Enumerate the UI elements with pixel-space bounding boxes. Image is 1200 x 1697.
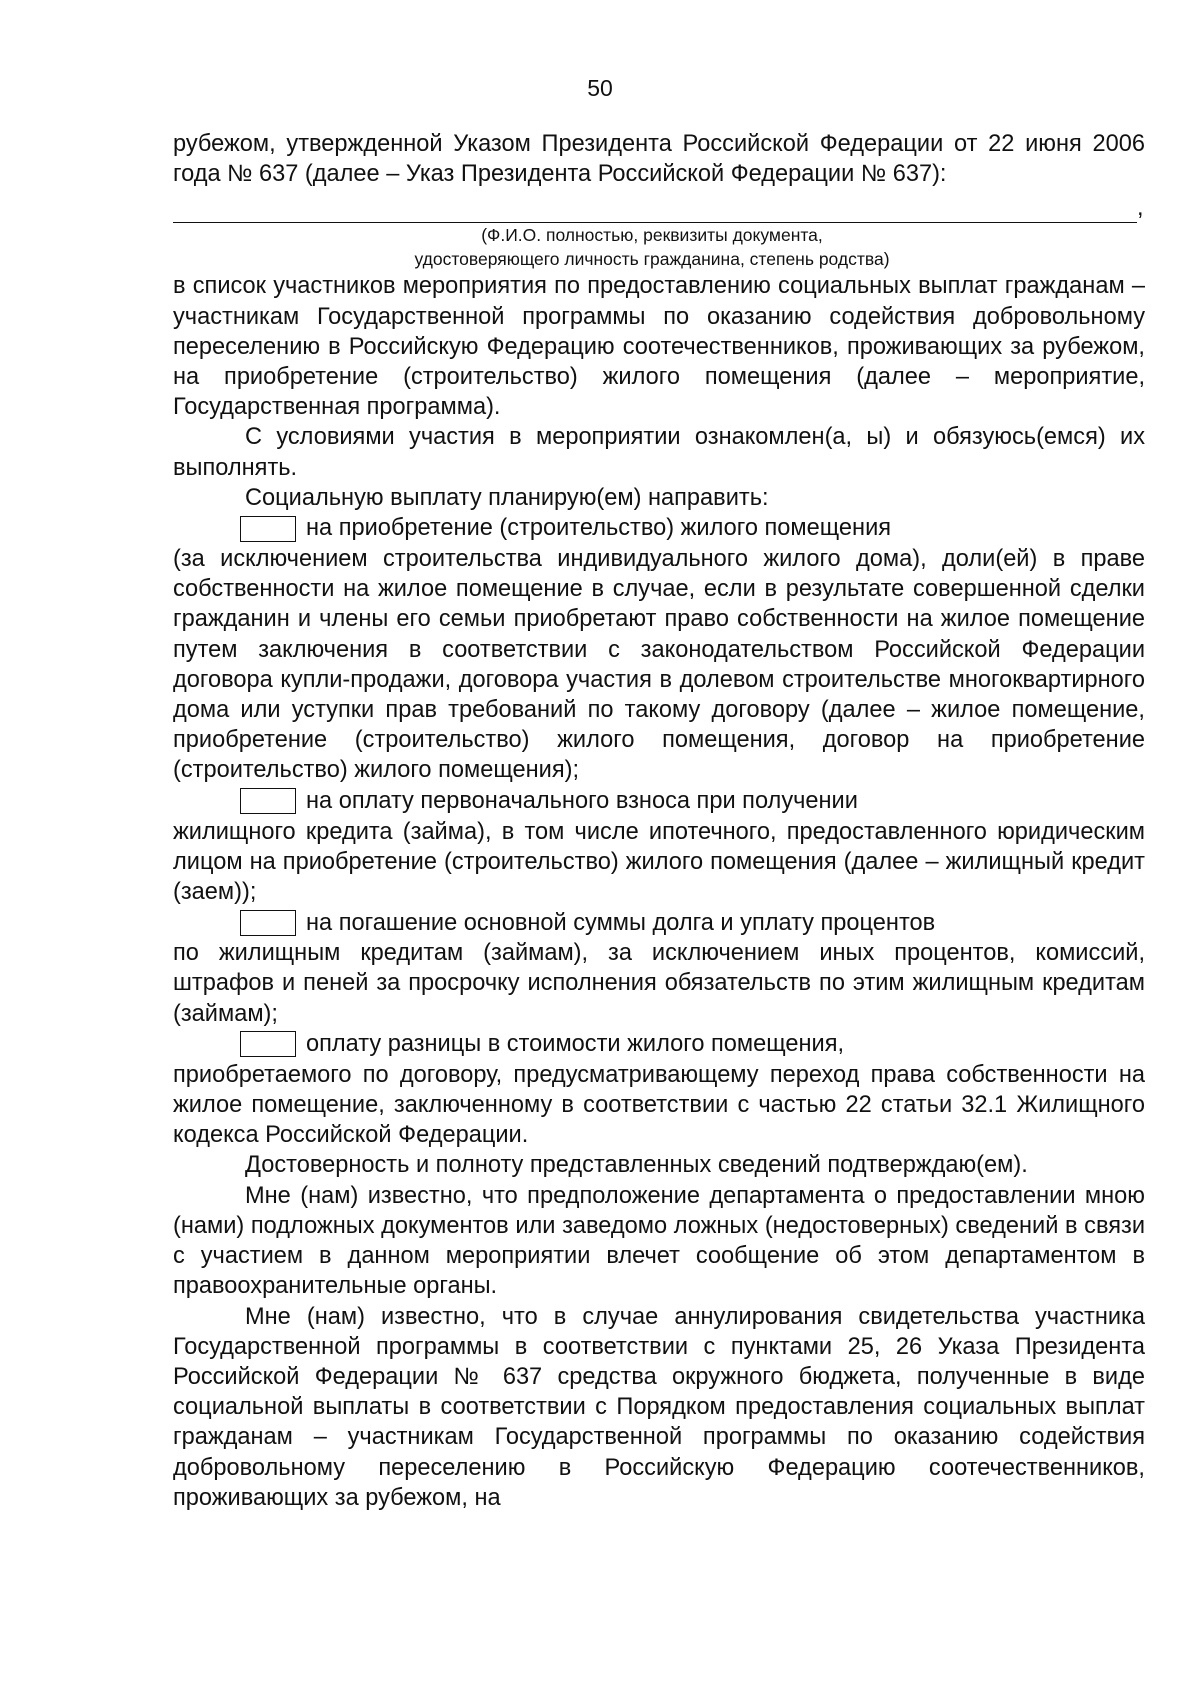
liability-paragraph: Мне (нам) известно, что предположение департамента о предоставлении мною (нами) подложных документов или заведомо ложных (недостоверных) сведений в связи с участием в данном мероприятии влечет сообщение об этом департаментом в правоохранительные органы. [173,1182,1145,1300]
name-fill-field[interactable] [173,189,1145,223]
option-checkbox-purchase[interactable] [240,516,296,542]
fill-comma: , [1137,195,1144,222]
option-continuation: по жилищным кредитам (займам), за исключением иных процентов, комиссий, штрафов и пеней за просрочку исполнения обязательств по этим жилищным кредитам (займам); [173,940,1145,1027]
option-checkbox-loan-repayment[interactable] [240,910,296,936]
option-item [173,513,1145,786]
option-checkbox-down-payment[interactable] [240,788,296,814]
option-continuation: жилищного кредита (займа), в том числе ипотечного, предоставленного юридическим лицом на приобретение (строительство) жилого помещения (далее – жилищный кредит (заем)); [173,818,1145,906]
document-body [173,129,1145,1513]
page-number: 50 [587,75,613,101]
participant-list-paragraph: в список участников мероприятия по предоставлению социальных выплат гражданам – участникам Государственной программы по оказанию содействия добровольному переселению в Российскую Федерацию соотечественников, проживающих за рубежом, на приобретение (строительство) жилого помещения (далее – мероприятие, Государственная программа). [173,273,1145,421]
confirmation-paragraph: Достоверность и полноту представленных сведений подтверждаю(ем). [245,1152,1028,1179]
conditions-paragraph: С условиями участия в мероприятии ознакомлен(а, ы) и обязуюсь(емся) их выполнять. [173,424,1145,481]
option-item [173,1029,1145,1151]
annulment-paragraph: Мне (нам) известно, что в случае аннулирования свидетельства участника Государственной программы в соответствии с пунктами 25, 26 Указа Президента Российской Федерации № 637 средства окружного бюджета, полученные в виде социальной выплаты в соответствии с Порядком предоставления социальных выплат гражданам – участникам Государственной программы по оказанию содействия добровольному переселению в Российскую Федерацию соотечественников, проживающих за рубежом, на [173,1303,1145,1511]
intro-paragraph: рубежом, утвержденной Указом Президента Российской Федерации от 22 июня 2006 года № 637 (далее – Указ Президента Российской Федерации № 637): [173,131,1145,188]
option-continuation: (за исключением строительства индивидуального жилого дома), доли(ей) в праве собственности на жилое помещение в случае, если в результате совершенной сделки гражданин и члены его семьи приобретают право собственности на жилое помещение путем заключения в соответствии с законодательством Российской Федерации договора купли-продажи, договора участия в долевом строительстве многоквартирного дома или уступки прав требований по такому договору (далее – жилое помещение, приобретение (строительство) жилого помещения, договор на приобретение (строительство) жилого помещения); [173,546,1145,784]
option-label: на приобретение (строительство) жилого помещения [306,515,892,542]
field-hint-line-1: (Ф.И.О. полностью, реквизиты документа, [481,225,823,246]
option-checkbox-price-difference[interactable] [240,1031,296,1057]
option-continuation: приобретаемого по договору, предусматривающему переход права собственности на жилое помещение, заключенному в соответствии с частью 22 статьи 32.1 Жилищного кодекса Российской Федерации. [173,1061,1145,1149]
direction-paragraph: Социальную выплату планирую(ем) направить: [245,484,769,511]
name-fill-line[interactable] [173,194,1137,223]
option-label: на погашение основной суммы долга и уплату процентов [306,909,936,936]
option-item [173,907,1145,1029]
field-hint-line-2: удостоверяющего личность гражданина, степень родства) [414,249,890,270]
field-hint [173,223,1145,271]
option-label: на оплату первоначального взноса при получении [306,788,858,815]
option-label: оплату разницы в стоимости жилого помещения, [306,1031,845,1058]
option-item [173,786,1145,908]
